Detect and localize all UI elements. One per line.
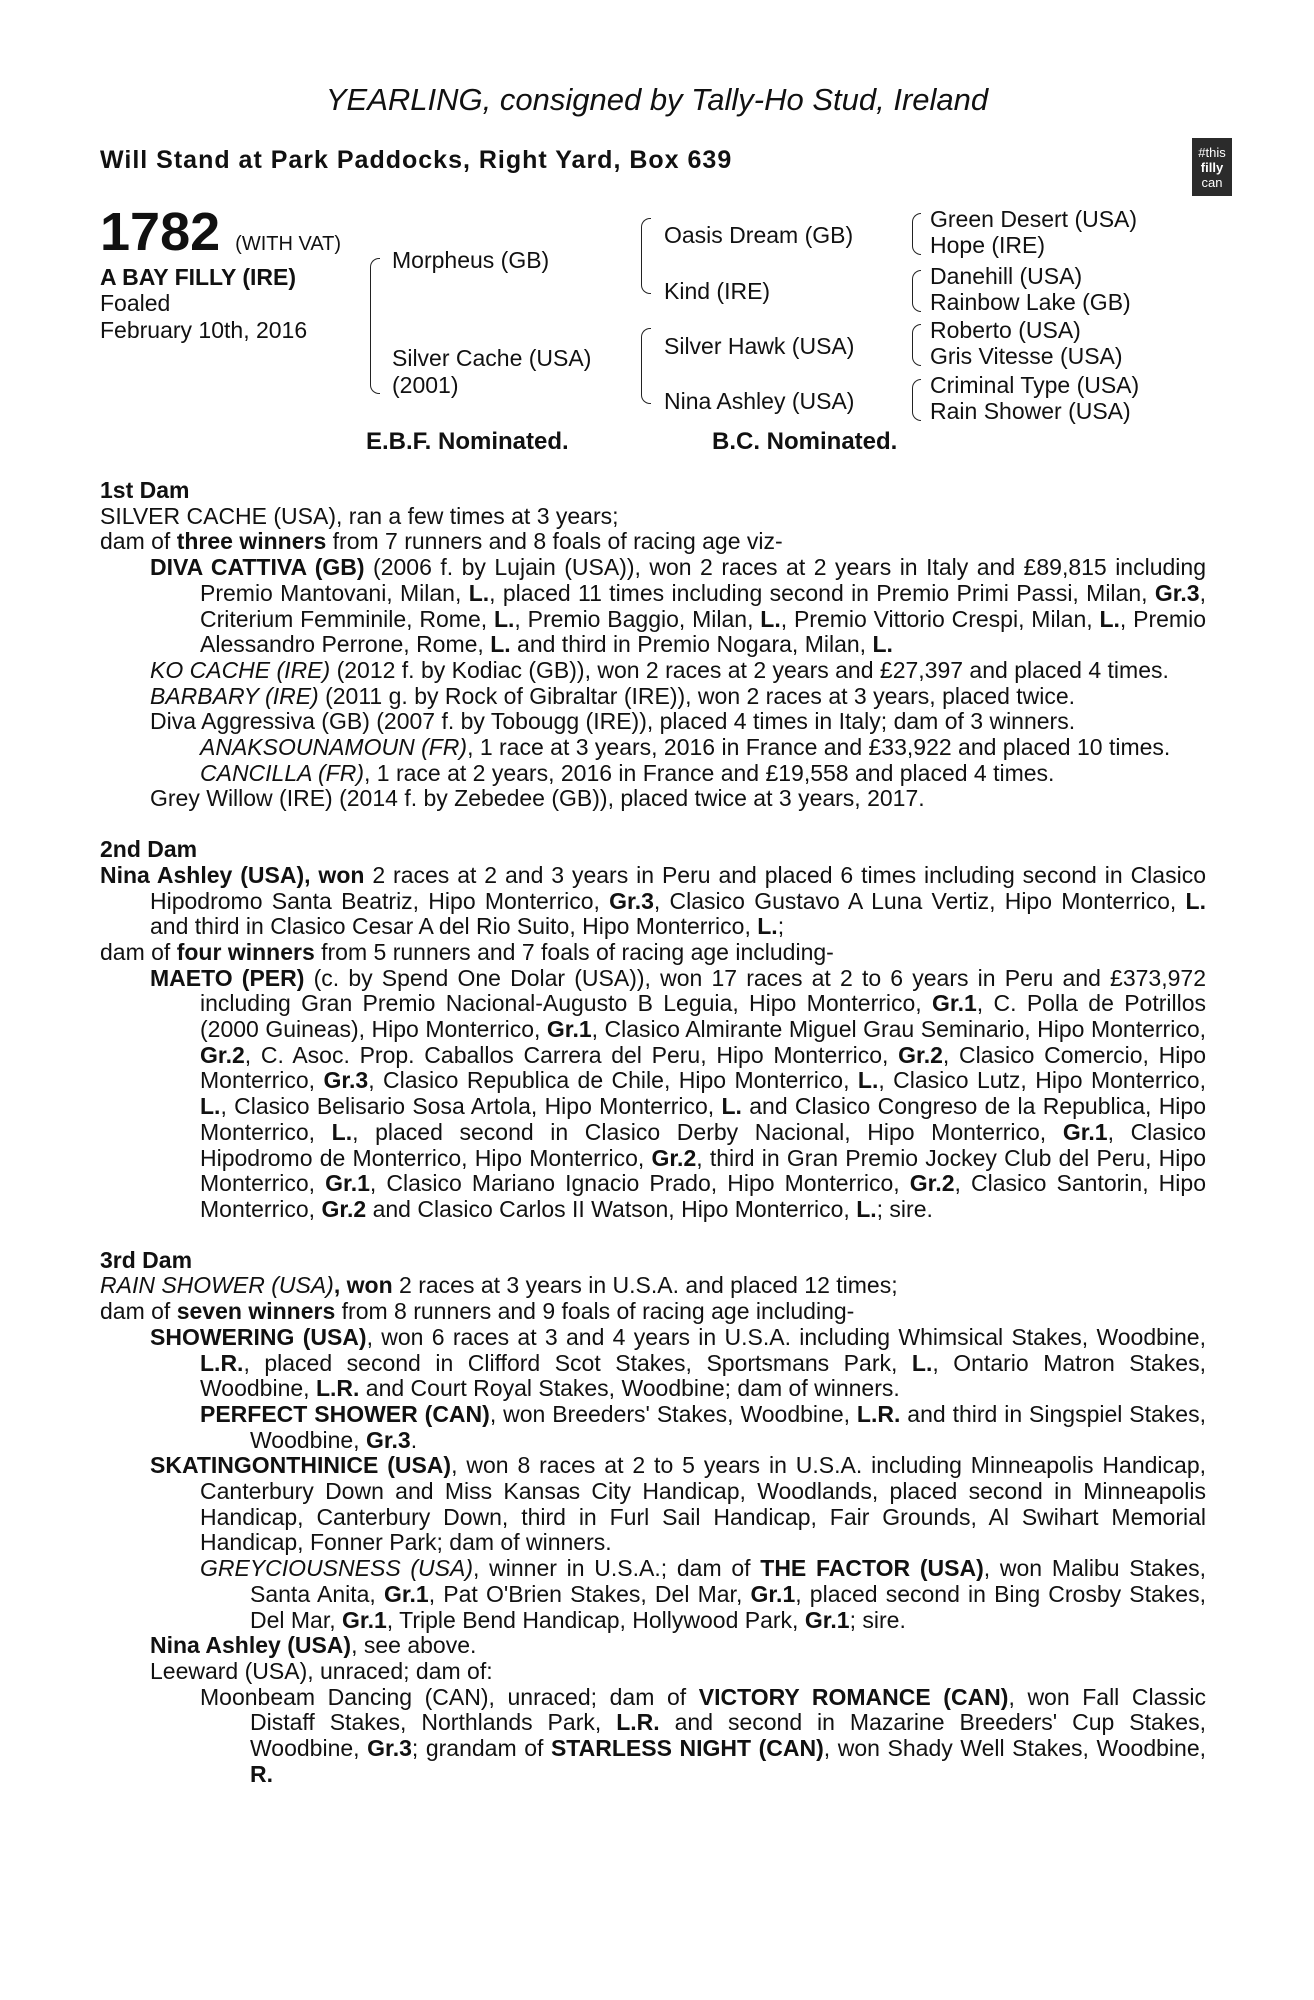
produce-cancilla: CANCILLA (FR), 1 race at 2 years, 2016 in France and £19,558 and placed 4 times. xyxy=(200,759,1055,786)
dam: Silver Cache (USA) xyxy=(392,345,592,371)
lot-description: A BAY FILLY (IRE) xyxy=(100,264,296,290)
catalogue-header: YEARLING, consigned by Tally-Ho Stud, Ireland xyxy=(325,82,989,117)
produce-barbary: BARBARY (IRE) (2011 g. by Rock of Gibraltar (IRE)), won 2 races at 3 years, placed twice. xyxy=(150,682,1076,709)
brace-main xyxy=(370,258,380,394)
produce-grey-willow: Grey Willow (IRE) (2014 f. by Zebedee (GB)), placed twice at 3 years, 2017. xyxy=(150,785,925,812)
granddam-2: Hope (IRE) xyxy=(930,232,1046,258)
dam-year: (2001) xyxy=(392,372,459,398)
brace-sire xyxy=(641,218,651,294)
bc-nominated: B.C. Nominated. xyxy=(712,428,898,455)
stand-location: Will Stand at Park Paddocks, Right Yard, Box 639 xyxy=(100,146,733,174)
produce-ko-cache: KO CACHE (IRE) (2012 f. by Kodiac (GB)), won 2 races at 2 years and £27,397 and placed 4 times. xyxy=(150,656,1169,683)
badge-line-1: #this xyxy=(1198,144,1226,160)
badge-line-2: filly xyxy=(1200,159,1224,175)
second-dam-heading: 2nd Dam xyxy=(100,836,198,863)
vat-note: (WITH VAT) xyxy=(235,233,342,255)
third-dam-record: RAIN SHOWER (USA), won 2 races at 3 years in U.S.A. and placed 12 times; xyxy=(100,1272,898,1299)
produce-leeward: Leeward (USA), unraced; dam of: xyxy=(150,1657,493,1684)
brace-g1 xyxy=(912,213,921,255)
produce-maeto: MAETO (PER) (c. by Spend One Dolar (USA)), won 17 races at 2 to 6 years in Peru and £373,972 including Gran Premio Nacional-Augusto B Leguia, Hipo Monterrico, Gr.1, C. Polla de Potrillos (2000 Guineas), Hipo Monterrico, Gr.1, Clasico Almirante Miguel Grau Seminario, Hipo Monterrico, Gr.2, C. Asoc. Prop. Caballos Carrera del Peru, Hipo Monterrico, Gr.2, Clasico Comercio, Hipo Monterrico, Gr.3, Clasico Republica de Chile, Hipo Monterrico, L., Clasico Lutz, Hipo Monterrico, L., Clasico Belisario Sosa Artola, Hipo Monterrico, L. and Clasico Congreso de la Republica, Hipo Monterrico, L., placed second in Clasico Derby Nacional, Hipo Monterrico, Gr.1, Clasico Hipodromo de Monterrico, Hipo Monterrico, Gr.2, third in Gran Premio Jockey Club del Peru, Hipo Monterrico, Gr.1, Clasico Mariano Ignacio Prado, Hipo Monterrico, Gr.2, Clasico Santorin, Hipo Monterrico, Gr.2 and Clasico Carlos II Watson, Hipo Monterrico, L.; sire. xyxy=(150,964,1206,1222)
grandsire-7: Criminal Type (USA) xyxy=(930,372,1140,398)
sire-dam: Kind (IRE) xyxy=(664,278,771,304)
produce-perfect-shower: PERFECT SHOWER (CAN), won Breeders' Stakes, Woodbine, L.R. and third in Singspiel Stakes, Woodbine, Gr.3. xyxy=(200,1400,1206,1453)
badge-line-3: can xyxy=(1201,174,1223,190)
produce-diva-aggressiva: Diva Aggressiva (GB) (2007 f. by Tobougg (IRE)), placed 4 times in Italy; dam of 3 winners. xyxy=(150,708,1076,735)
produce-diva-cattiva: DIVA CATTIVA (GB) (2006 f. by Lujain (USA)), won 2 races at 2 years in Italy and £89,815 including Premio Mantovani, Milan, L., placed 11 times including second in Premio Primi Passi, Milan, Gr.3, Criterium Femminile, Rome, L., Premio Baggio, Milan, L., Premio Vittorio Crespi, Milan, L., Premio Alessandro Perrone, Rome, L. and third in Premio Nogara, Milan, L. xyxy=(150,554,1206,658)
brace-g4 xyxy=(912,379,921,421)
granddam-8: Rain Shower (USA) xyxy=(930,398,1131,424)
foaled-label: Foaled xyxy=(100,290,171,316)
grandsire-5: Roberto (USA) xyxy=(930,317,1081,343)
granddam-6: Gris Vitesse (USA) xyxy=(930,343,1123,369)
foaled-info xyxy=(100,290,307,344)
ebf-nominated: E.B.F. Nominated. xyxy=(366,428,569,455)
hashtag-badge xyxy=(1192,138,1232,196)
second-dam-produce-summary: dam of four winners from 5 runners and 7 foals of racing age including- xyxy=(100,938,834,965)
produce-anaksounamoun: ANAKSOUNAMOUN (FR), 1 race at 3 years, 2016 in France and £33,922 and placed 10 times. xyxy=(200,734,1171,761)
lot-number-block xyxy=(100,204,341,272)
produce-greyciousness: GREYCIOUSNESS (USA), winner in U.S.A.; dam of THE FACTOR (USA), won Malibu Stakes, Santa Anita, Gr.1, Pat O'Brien Stakes, Del Mar, Gr.1, placed second in Bing Crosby Stakes, Del Mar, Gr.1, Triple Bend Handicap, Hollywood Park, Gr.1; sire. xyxy=(200,1555,1207,1633)
third-dam-produce-summary: dam of seven winners from 8 runners and 9 foals of racing age including- xyxy=(100,1298,855,1325)
grandsire-3: Danehill (USA) xyxy=(930,263,1083,289)
lot-number: 1782 xyxy=(100,202,221,262)
brace-g3 xyxy=(912,324,921,366)
grandsire-1: Green Desert (USA) xyxy=(930,206,1138,232)
produce-nina-ashley: Nina Ashley (USA), see above. xyxy=(150,1632,477,1659)
brace-dam xyxy=(641,328,651,404)
first-dam-heading: 1st Dam xyxy=(100,477,190,503)
foaled-date: February 10th, 2016 xyxy=(100,317,308,343)
third-dam-heading: 3rd Dam xyxy=(100,1246,193,1273)
produce-skatingonthinice: SKATINGONTHINICE (USA), won 8 races at 2 to 5 years in U.S.A. including Minneapolis Handicap, Canterbury Down and Miss Kansas City Handicap, Woodlands, placed second in Minneapolis Handicap, Canterbury Down, third in Furl Sail Handicap, Fair Grounds, Al Swihart Memorial Handicap, Fonner Park; dam of winners. xyxy=(150,1452,1206,1556)
first-dam-produce-summary: dam of three winners from 7 runners and 8 foals of racing age viz- xyxy=(100,528,783,555)
dam-sire: Silver Hawk (USA) xyxy=(664,333,855,359)
dam-dam: Nina Ashley (USA) xyxy=(664,388,855,414)
brace-g2 xyxy=(912,270,921,312)
sire-sire: Oasis Dream (GB) xyxy=(664,222,854,248)
second-dam-record: Nina Ashley (USA), won 2 races at 2 and 3 years in Peru and placed 6 times including second in Clasico Hipodromo Santa Beatriz, Hipo Monterrico, Gr.3, Clasico Gustavo A Luna Vertiz, Hipo Monterrico, L. and third in Clasico Cesar A del Rio Suito, Hipo Monterrico, L.; xyxy=(100,861,1206,940)
granddam-4: Rainbow Lake (GB) xyxy=(930,289,1131,315)
produce-moonbeam-dancing: Moonbeam Dancing (CAN), unraced; dam of VICTORY ROMANCE (CAN), won Fall Classic Distaff Stakes, Northlands Park, L.R. and second in Mazarine Breeders' Cup Stakes, Woodbine, Gr.3; grandam of STARLESS NIGHT (CAN), won Shady Well Stakes, Woodbine, R. xyxy=(200,1683,1207,1787)
produce-showering: SHOWERING (USA), won 6 races at 3 and 4 years in U.S.A. including Whimsical Stakes, Woodbine, L.R., placed second in Clifford Scot Stakes, Sportsmans Park, L., Ontario Matron Stakes, Woodbine, L.R. and Court Royal Stakes, Woodbine; dam of winners. xyxy=(150,1323,1206,1402)
sire: Morpheus (GB) xyxy=(392,247,550,273)
catalogue-body xyxy=(100,478,1206,1787)
first-dam-intro: SILVER CACHE (USA), ran a few times at 3 years; xyxy=(100,502,619,529)
